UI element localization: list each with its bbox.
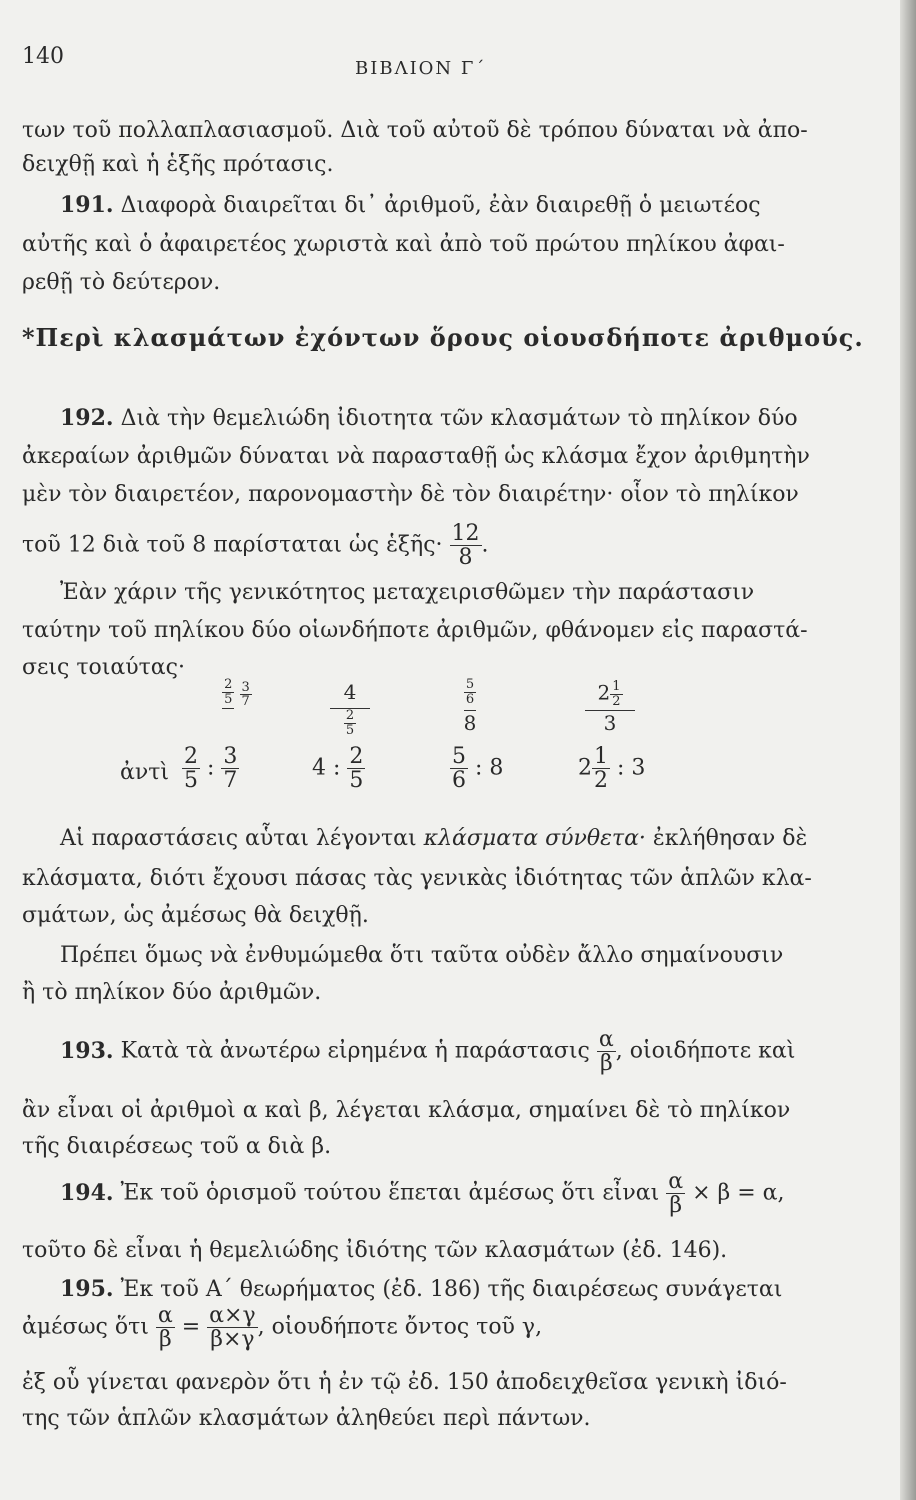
text-line: ἐξ οὗ γίνεται φανερὸν ὅτι ἡ ἐν τῷ ἐδ. 150 ἀποδειχθεῖσα γενικὴ ἰδιό- [22, 1370, 787, 1395]
text-line: ἀκεραίων ἀριθμῶν δύναται νὰ παρασταθῇ ὡς κλάσμα ἔχον ἀριθμητὴν [22, 444, 810, 469]
compound-fraction-2: 4 $\frac{2}{5}$ [330, 680, 370, 737]
division-expr-1: $\frac{2}{5}$ : $\frac{3}{7}$ [184, 744, 238, 794]
text-line: Ἐὰν χάριν τῆς γενικότητος μεταχειρισθῶμεν τὴν παράστασιν [60, 580, 755, 605]
running-title: ΒΙΒΛΙΟΝ Γ΄ [355, 58, 487, 79]
compound-fraction-4: 2 $\frac{1}{2}$ 3 [585, 680, 635, 735]
text-line: δειχθῇ καὶ ἡ ἑξῆς πρότασις. [22, 152, 334, 177]
text-line: 191. Διαφορὰ διαιρεῖται δι᾽ ἀριθμοῦ, ἐὰν διαιρεθῇ ὁ μειωτέος [60, 192, 761, 218]
text-line: τοῦτο δὲ εἶναι ἡ θεμελιώδης ἰδιότης τῶν κλασμάτων (ἐδ. 146). [22, 1238, 728, 1263]
text-line: κλάσματα, διότι ἔχουσι πάσας τὰς γενικὰς ἰδιότητας τῶν ἁπλῶν κλα- [22, 866, 812, 891]
section-heading: *Περὶ κλασμάτων ἐχόντων ὅρους οἱουσδήποτε ἀριθμούς. [22, 323, 864, 352]
page-number: 140 [22, 44, 64, 69]
text-line: ἢ τὸ πηλίκον δύο ἀριθμῶν. [22, 980, 322, 1005]
text-line: σμάτων, ὡς ἀμέσως θὰ δειχθῇ. [22, 903, 369, 928]
text-line: Αἱ παραστάσεις αὗται λέγονται κλάσματα σύνθετα· ἐκλήθησαν δὲ [60, 826, 808, 851]
text-line: Πρέπει ὅμως νὰ ἐνθυμώμεθα ὅτι ταῦτα οὐδὲν ἄλλο σημαίνουσιν [60, 943, 784, 968]
text-line: 193. Κατὰ τὰ ἀνωτέρω εἰρημένα ἡ παράστασις $\frac{\alpha}{\beta}$ , οἱοιδήποτε καὶ [60, 1027, 796, 1077]
page-edge [900, 0, 916, 1500]
text-line: των τοῦ πολλαπλασιασμοῦ. Διὰ τοῦ αὐτοῦ δὲ τρόπου δύναται νὰ ἀπο- [22, 118, 808, 143]
section-number: 193. [60, 1037, 114, 1064]
text-line: ταύτην τοῦ πηλίκου δύο οἱωνδήποτε ἀριθμῶν, φθάνομεν εἰς παραστά- [22, 618, 808, 643]
text-line: αὐτῆς καὶ ὁ ἀφαιρετέος χωριστὰ καὶ ἀπὸ τοῦ πρώτου πηλίκου ἀφαι- [22, 232, 785, 257]
text-line: ἂν εἶναι οἱ ἀριθμοὶ α καὶ β, λέγεται κλάσμα, σημαίνει δὲ τὸ πηλίκον [22, 1098, 791, 1123]
section-number: 195. [60, 1276, 114, 1302]
compound-fraction-1: $\frac{2}{5}$ $\frac{3}{7}$ [224, 677, 250, 710]
section-number: 194. [60, 1179, 114, 1206]
fraction-12-8: $\frac{12}{8}$ [451, 521, 480, 571]
text-line: τοῦ 12 διὰ τοῦ 8 παρίσταται ὡς ἑξῆς· $\frac{12}{8}$ . [22, 521, 489, 571]
section-number: 191. [60, 192, 114, 218]
division-expr-4: 2 $\frac{1}{2}$ : 3 [578, 744, 646, 794]
text-line: 192. Διὰ τὴν θεμελιώδη ἰδιοτητα τῶν κλασμάτων τὸ πηλίκον δύο [60, 405, 798, 431]
section-number: 192. [60, 405, 114, 431]
division-expr-2: 4 : $\frac{2}{5}$ [312, 744, 364, 794]
text-line: ρεθῇ τὸ δεύτερον. [22, 270, 221, 295]
text-line: 194. Ἐκ τοῦ ὁρισμοῦ τούτου ἕπεται ἀμέσως ὅτι εἶναι $\frac{\alpha}{\beta}$ × β = α, [60, 1169, 785, 1219]
text-line: ἀμέσως ὅτι $\frac{\alpha}{\beta}$ = $\frac{\alpha\times\gamma}{\beta\times\gamma}$ , οἱουδήποτε ὄντος τοῦ γ, [22, 1303, 543, 1353]
division-expr-3: $\frac{5}{6}$ : 8 [452, 744, 504, 794]
text-line: σεις τοιαύτας· [22, 655, 185, 680]
text-line: τῆς διαιρέσεως τοῦ α διὰ β. [22, 1134, 332, 1159]
text-line: μὲν τὸν διαιρετέον, παρονομαστὴν δὲ τὸν διαιρέτην· οἷον τὸ πηλίκον [22, 482, 799, 507]
text-line: της τῶν ἁπλῶν κλασμάτων ἀληθεύει περὶ πάντων. [22, 1406, 591, 1431]
text-line: 195. Ἐκ τοῦ Α΄ θεωρήματος (ἐδ. 186) τῆς διαιρέσεως συνάγεται [60, 1276, 783, 1302]
anti-label: ἀντὶ [120, 760, 170, 785]
compound-fraction-3: $\frac{5}{6}$ 8 [463, 677, 477, 736]
